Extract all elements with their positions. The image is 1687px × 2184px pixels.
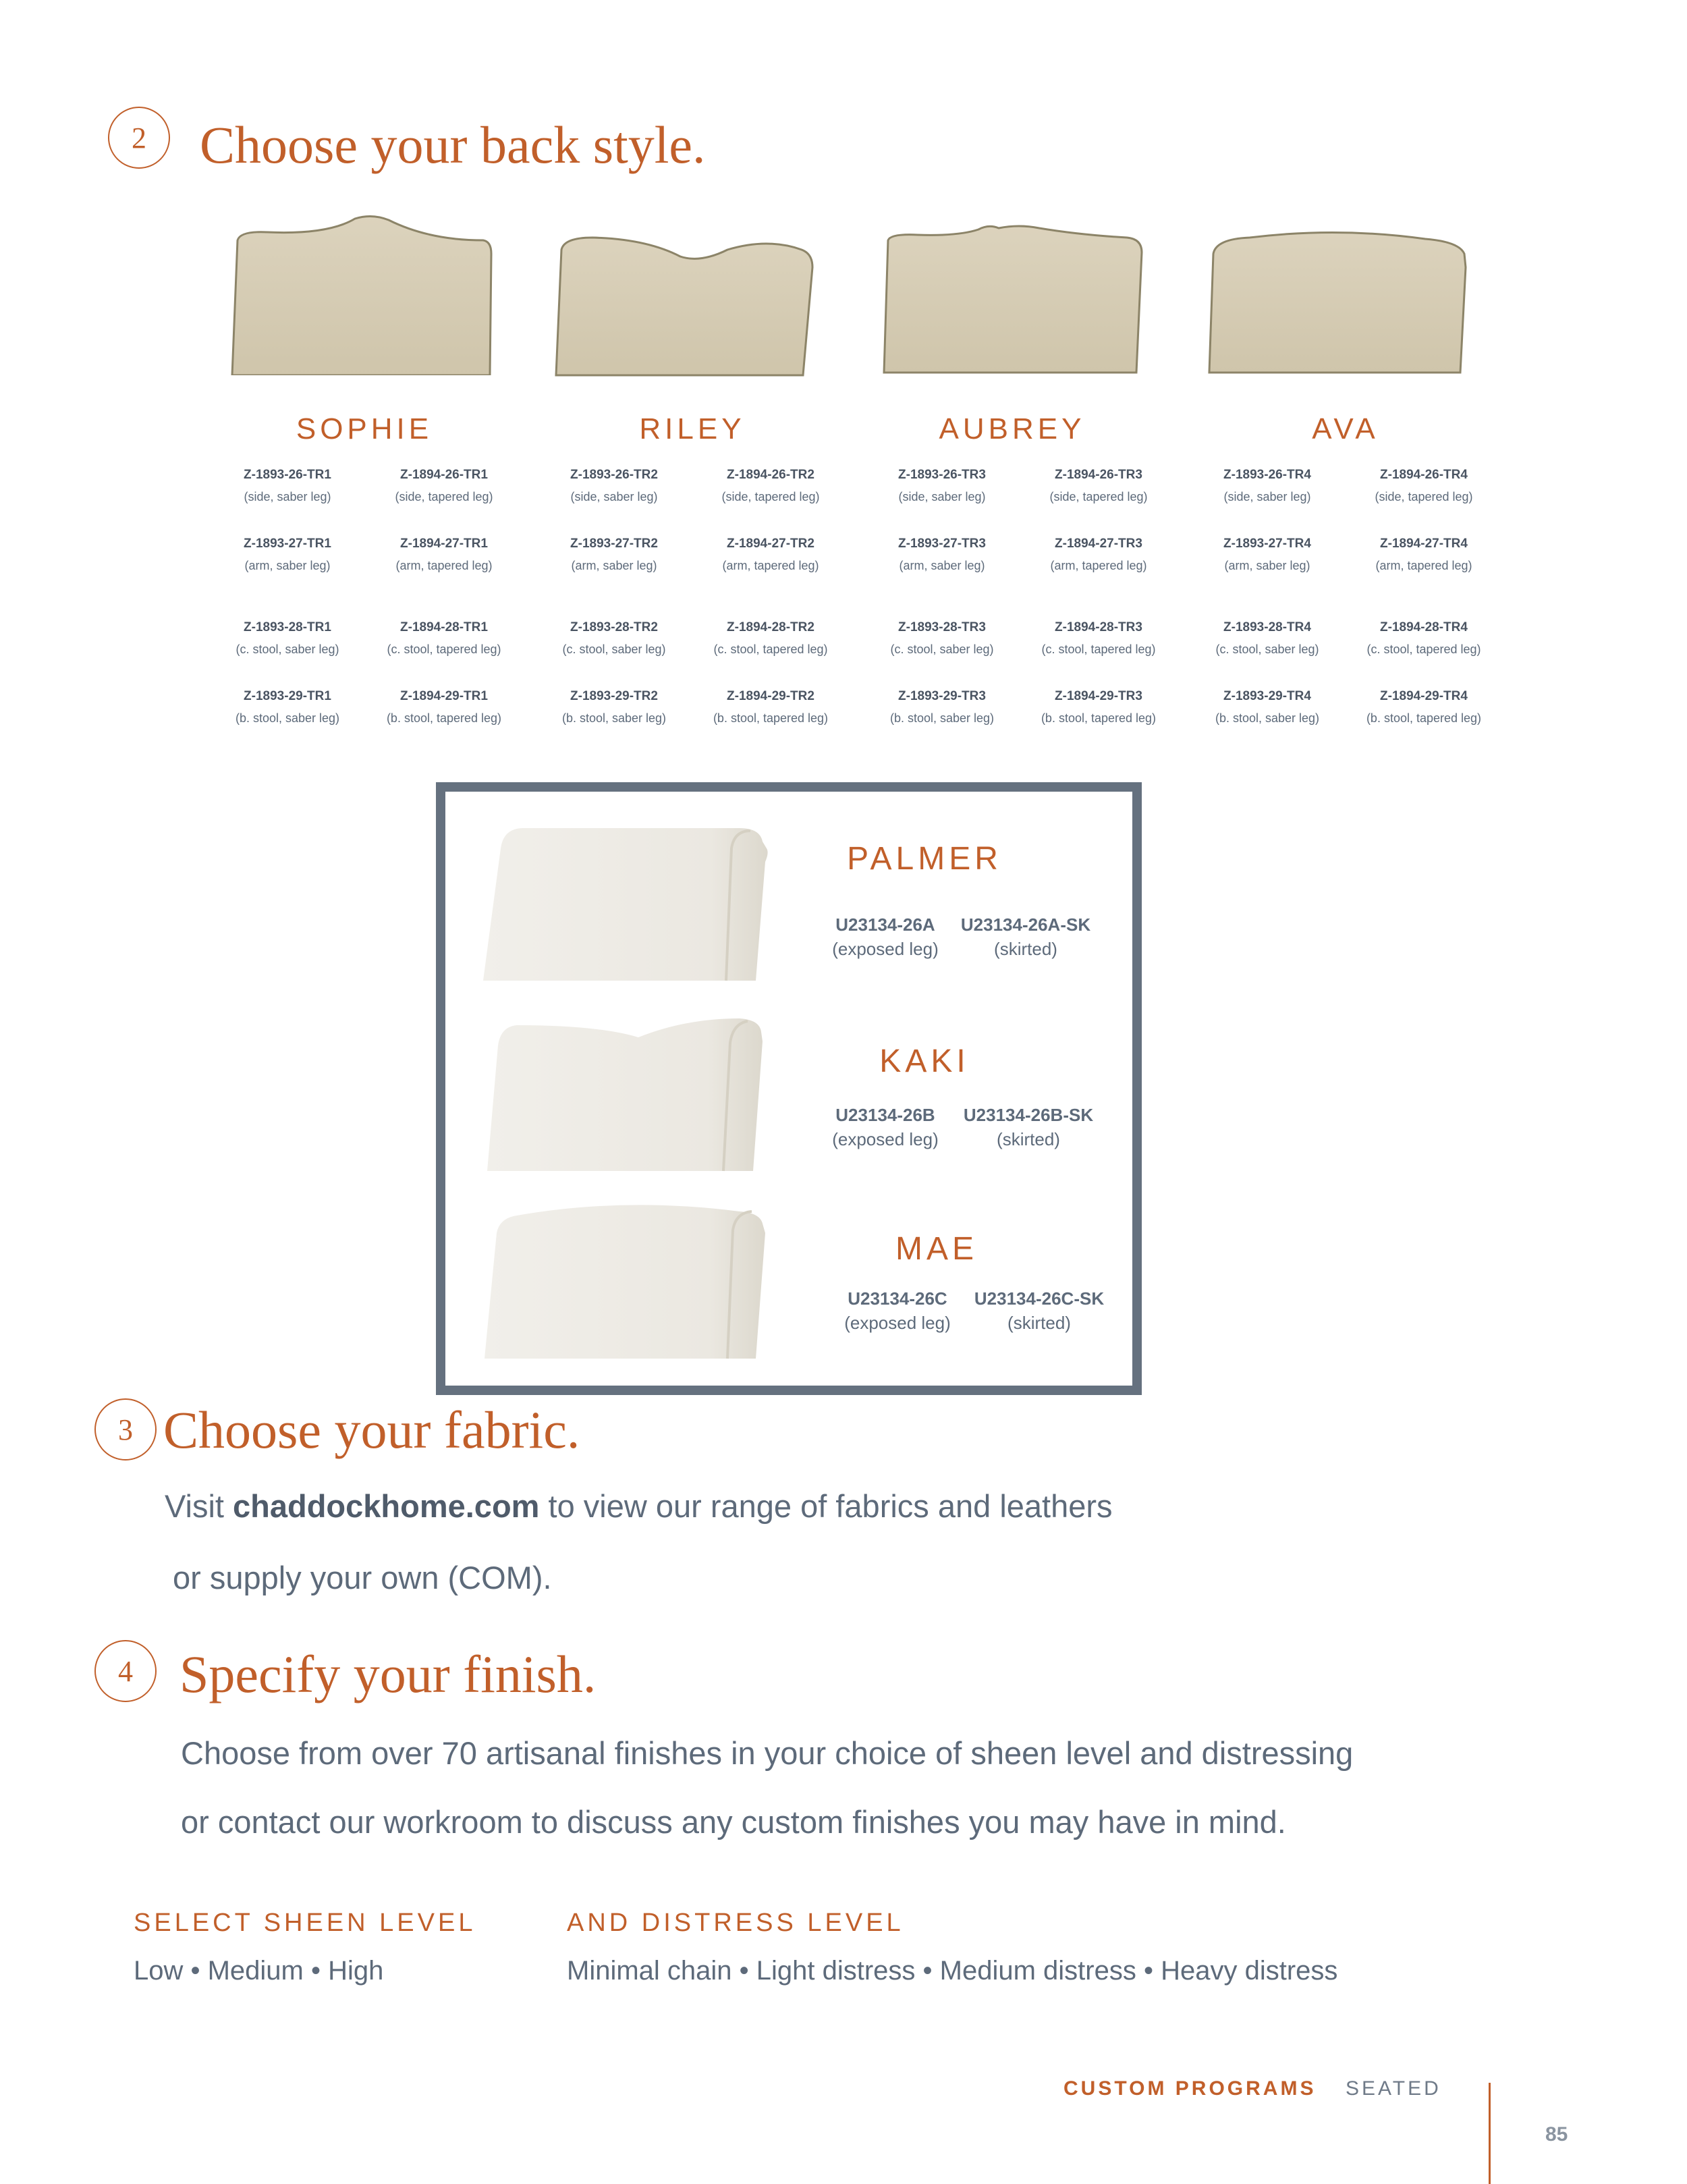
model-desc: (b. stool, saber leg) — [1215, 711, 1320, 725]
footer-category: CUSTOM PROGRAMS — [1063, 2077, 1317, 2100]
model-code: Z-1893-28-TR3 — [898, 620, 986, 634]
model-desc: (c. stool, tapered leg) — [387, 643, 501, 656]
step-3-number: 3 — [94, 1398, 157, 1460]
model-code: U23134-26A-SK — [960, 914, 1091, 935]
style-name-aubrey: AUBREY — [939, 412, 1086, 445]
code-cell — [370, 537, 518, 572]
mae-back-image — [483, 1199, 780, 1361]
code-cell — [213, 690, 362, 724]
model-desc: (side, saber leg) — [570, 490, 658, 503]
model-code: Z-1894-29-TR2 — [727, 689, 814, 703]
code-cell — [696, 690, 845, 724]
model-code: Z-1894-27-TR1 — [400, 537, 488, 551]
model-desc: (arm, tapered leg) — [395, 559, 493, 572]
model-code: Z-1894-26-TR2 — [727, 468, 814, 482]
code-cell — [696, 468, 845, 503]
model-desc: (exposed leg) — [832, 939, 939, 959]
model-code: Z-1894-28-TR2 — [727, 620, 814, 634]
code-cell — [696, 537, 845, 572]
model-desc: (arm, saber leg) — [1224, 559, 1310, 572]
model-desc: (exposed leg) — [844, 1313, 951, 1333]
step-4-title: Specify your finish. — [179, 1645, 597, 1703]
page-number: 85 — [1545, 2123, 1568, 2146]
model-desc: (arm, tapered leg) — [1375, 559, 1472, 572]
upholstered-styles-box — [436, 782, 1142, 1395]
code-cell — [540, 468, 688, 503]
model-code: Z-1893-29-TR2 — [570, 689, 658, 703]
option-cell — [817, 1290, 978, 1332]
model-code: Z-1893-28-TR4 — [1223, 620, 1311, 634]
step-3-title: Choose your fabric. — [163, 1400, 580, 1459]
model-desc: (b. stool, saber leg) — [561, 711, 667, 725]
model-desc: (skirted) — [994, 939, 1057, 959]
code-cell — [1350, 537, 1498, 572]
model-desc: (b. stool, saber leg) — [889, 711, 995, 725]
code-cell — [1350, 468, 1498, 503]
aubrey-back-image — [877, 220, 1147, 375]
fabric-text-line-2: or supply your own (COM). — [173, 1560, 552, 1595]
code-cell — [1024, 537, 1173, 572]
code-cell — [370, 621, 518, 655]
style-name-palmer: PALMER — [847, 841, 1002, 877]
code-cell — [1024, 468, 1173, 503]
model-code: Z-1893-28-TR2 — [570, 620, 658, 634]
code-cell — [696, 621, 845, 655]
distress-heading: AND DISTRESS LEVEL — [567, 1909, 904, 1937]
model-code: Z-1894-26-TR3 — [1055, 468, 1142, 482]
step-4-number: 4 — [94, 1640, 157, 1702]
model-desc: (side, tapered leg) — [1375, 490, 1473, 503]
model-code: Z-1893-27-TR4 — [1223, 537, 1311, 551]
code-cell — [213, 468, 362, 503]
fabric-text-post: to view our range of fabrics and leathers — [539, 1488, 1113, 1524]
sophie-back-image — [227, 213, 497, 375]
footer-section: SEATED — [1346, 2077, 1441, 2100]
model-code: Z-1894-27-TR4 — [1380, 537, 1468, 551]
option-cell — [945, 916, 1107, 958]
model-desc: (skirted) — [997, 1129, 1060, 1149]
model-desc: (arm, tapered leg) — [722, 559, 819, 572]
model-code: Z-1894-29-TR3 — [1055, 689, 1142, 703]
model-code: Z-1894-26-TR4 — [1380, 468, 1468, 482]
model-code: Z-1894-26-TR1 — [400, 468, 488, 482]
option-cell — [958, 1290, 1120, 1332]
model-desc: (side, saber leg) — [1223, 490, 1311, 503]
model-code: Z-1893-28-TR1 — [244, 620, 331, 634]
code-cell — [370, 468, 518, 503]
code-cell — [1350, 621, 1498, 655]
model-code: Z-1893-27-TR2 — [570, 537, 658, 551]
code-cell — [1193, 537, 1342, 572]
model-desc: (arm, tapered leg) — [1050, 559, 1147, 572]
model-code: U23134-26B — [835, 1105, 935, 1125]
model-desc: (c. stool, saber leg) — [890, 643, 994, 656]
code-cell — [1024, 690, 1173, 724]
model-desc: (arm, saber leg) — [571, 559, 657, 572]
fabric-text-line-1 — [165, 1490, 1113, 1522]
model-code: Z-1894-29-TR1 — [400, 689, 488, 703]
model-desc: (b. stool, saber leg) — [235, 711, 340, 725]
model-desc: (side, tapered leg) — [395, 490, 493, 503]
model-desc: (exposed leg) — [832, 1129, 939, 1149]
code-cell — [1193, 621, 1342, 655]
model-desc: (c. stool, tapered leg) — [1041, 643, 1156, 656]
model-desc: (b. stool, tapered leg) — [1366, 711, 1482, 725]
style-name-riley: RILEY — [639, 412, 746, 445]
model-code: Z-1894-28-TR4 — [1380, 620, 1468, 634]
model-desc: (side, tapered leg) — [721, 490, 820, 503]
model-desc: (side, saber leg) — [898, 490, 986, 503]
model-code: U23134-26A — [835, 914, 935, 935]
model-desc: (c. stool, saber leg) — [1215, 643, 1319, 656]
model-desc: (arm, saber leg) — [899, 559, 985, 572]
option-cell — [804, 916, 966, 958]
code-cell — [868, 621, 1016, 655]
model-code: Z-1893-27-TR3 — [898, 537, 986, 551]
distress-values: Minimal chain • Light distress • Medium distress • Heavy distress — [567, 1956, 1338, 1986]
model-code: Z-1894-28-TR3 — [1055, 620, 1142, 634]
model-desc: (c. stool, saber leg) — [236, 643, 339, 656]
step-2-title: Choose your back style. — [200, 115, 706, 174]
style-name-mae: MAE — [895, 1231, 978, 1267]
model-code: Z-1893-29-TR1 — [244, 689, 331, 703]
code-cell — [868, 468, 1016, 503]
finish-text-line-2: or contact our workroom to discuss any custom finishes you may have in mind. — [181, 1804, 1286, 1840]
model-code: Z-1893-26-TR3 — [898, 468, 986, 482]
model-desc: (b. stool, tapered leg) — [713, 711, 829, 725]
model-code: Z-1893-26-TR4 — [1223, 468, 1311, 482]
model-code: Z-1894-27-TR2 — [727, 537, 814, 551]
model-code: Z-1894-28-TR1 — [400, 620, 488, 634]
model-desc: (side, tapered leg) — [1049, 490, 1148, 503]
code-cell — [1193, 690, 1342, 724]
model-code: U23134-26B-SK — [963, 1105, 1094, 1125]
website-link[interactable]: chaddockhome.com — [233, 1488, 540, 1524]
footer-divider — [1489, 2083, 1491, 2184]
model-desc: (skirted) — [1007, 1313, 1071, 1333]
fabric-text-pre: Visit — [165, 1488, 233, 1524]
model-desc: (side, saber leg) — [244, 490, 331, 503]
option-cell — [947, 1106, 1109, 1148]
model-code: Z-1893-27-TR1 — [244, 537, 331, 551]
code-cell — [213, 621, 362, 655]
model-code: U23134-26C-SK — [974, 1288, 1105, 1309]
model-code: Z-1894-29-TR4 — [1380, 689, 1468, 703]
model-desc: (c. stool, saber leg) — [562, 643, 666, 656]
code-cell — [868, 537, 1016, 572]
step-2-number: 2 — [108, 107, 170, 169]
riley-back-image — [552, 229, 822, 378]
model-desc: (c. stool, tapered leg) — [713, 643, 828, 656]
model-desc: (arm, saber leg) — [244, 559, 331, 572]
style-name-sophie: SOPHIE — [296, 412, 433, 445]
code-cell — [540, 537, 688, 572]
sheen-heading: SELECT SHEEN LEVEL — [134, 1909, 476, 1937]
ava-back-image — [1202, 227, 1472, 375]
style-name-ava: AVA — [1312, 412, 1379, 445]
code-cell — [370, 690, 518, 724]
style-name-kaki: KAKI — [879, 1043, 970, 1079]
model-code: Z-1894-27-TR3 — [1055, 537, 1142, 551]
code-cell — [1193, 468, 1342, 503]
kaki-back-image — [483, 1012, 780, 1174]
model-desc: (c. stool, tapered leg) — [1366, 643, 1481, 656]
option-cell — [804, 1106, 966, 1148]
code-cell — [1350, 690, 1498, 724]
model-code: Z-1893-29-TR3 — [898, 689, 986, 703]
code-cell — [213, 537, 362, 572]
code-cell — [868, 690, 1016, 724]
model-desc: (b. stool, tapered leg) — [386, 711, 502, 725]
sheen-values: Low • Medium • High — [134, 1956, 384, 1986]
model-code: Z-1893-26-TR2 — [570, 468, 658, 482]
model-code: Z-1893-26-TR1 — [244, 468, 331, 482]
model-code: Z-1893-29-TR4 — [1223, 689, 1311, 703]
model-code: U23134-26C — [848, 1288, 947, 1309]
code-cell — [1024, 621, 1173, 655]
finish-text-line-1: Choose from over 70 artisanal finishes in your choice of sheen level and distressing — [181, 1735, 1354, 1771]
model-desc: (b. stool, tapered leg) — [1041, 711, 1157, 725]
code-cell — [540, 690, 688, 724]
palmer-back-image — [483, 821, 780, 983]
code-cell — [540, 621, 688, 655]
